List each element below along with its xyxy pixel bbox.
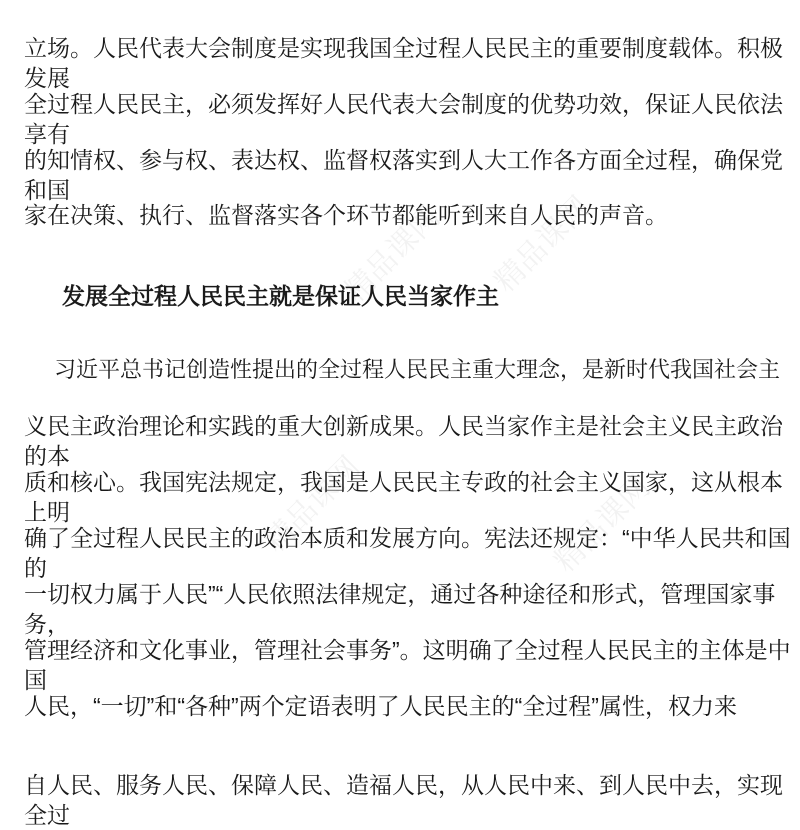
text-line: 家在决策、执行、监督落实各个环节都能听到来自人民的声音。 bbox=[24, 202, 668, 228]
text-line: 人民，“一切”和“各种”两个定语表明了人民民主的“全过程”属性，权力来 bbox=[24, 693, 737, 719]
text-line: 确了全过程人民民主的政治本质和发展方向。宪法还规定：“中华人民共和国的 bbox=[24, 525, 791, 581]
text-line: 管理经济和文化事业，管理社会事务”。这明确了全过程人民民主的主体是中国 bbox=[24, 637, 791, 693]
watermark: 精品课网 bbox=[338, 200, 447, 309]
text-line: 习近平总书记创造性提出的全过程人民民主重大理念，是新时代我国社会主 bbox=[10, 357, 781, 382]
watermark: 精品课网 bbox=[488, 190, 597, 299]
text-line: 全过程人民民主，必须发挥好人民代表大会制度的优势功效，保证人民依法享有 bbox=[24, 91, 783, 147]
text-line: 义民主政治理论和实践的重大创新成果。人民当家作主是社会主义民主政治的本 bbox=[24, 413, 783, 469]
text-line: 一切权力属于人民”“人民依照法律规定，通过各种途径和形式，管理国家事务， bbox=[24, 581, 776, 637]
text-line: 自人民、服务人民、保障人民、造福人民，从人民中来、到人民中去，实现全过 bbox=[24, 772, 783, 828]
watermark: 精品课网 bbox=[258, 450, 367, 559]
text-line: 的知情权、参与权、表达权、监督权落实到人大工作各方面全过程，确保党和国 bbox=[24, 147, 783, 203]
text-line: 立场。人民代表大会制度是实现我国全过程人民民主的重要制度载体。积极发展 bbox=[24, 35, 783, 91]
section-heading: 发展全过程人民民主就是保证人民当家作主 bbox=[62, 283, 499, 309]
text-line: 质和核心。我国宪法规定，我国是人民民主专政的社会主义国家，这从根本上明 bbox=[24, 469, 783, 525]
watermark: 精品课网 bbox=[548, 470, 657, 579]
